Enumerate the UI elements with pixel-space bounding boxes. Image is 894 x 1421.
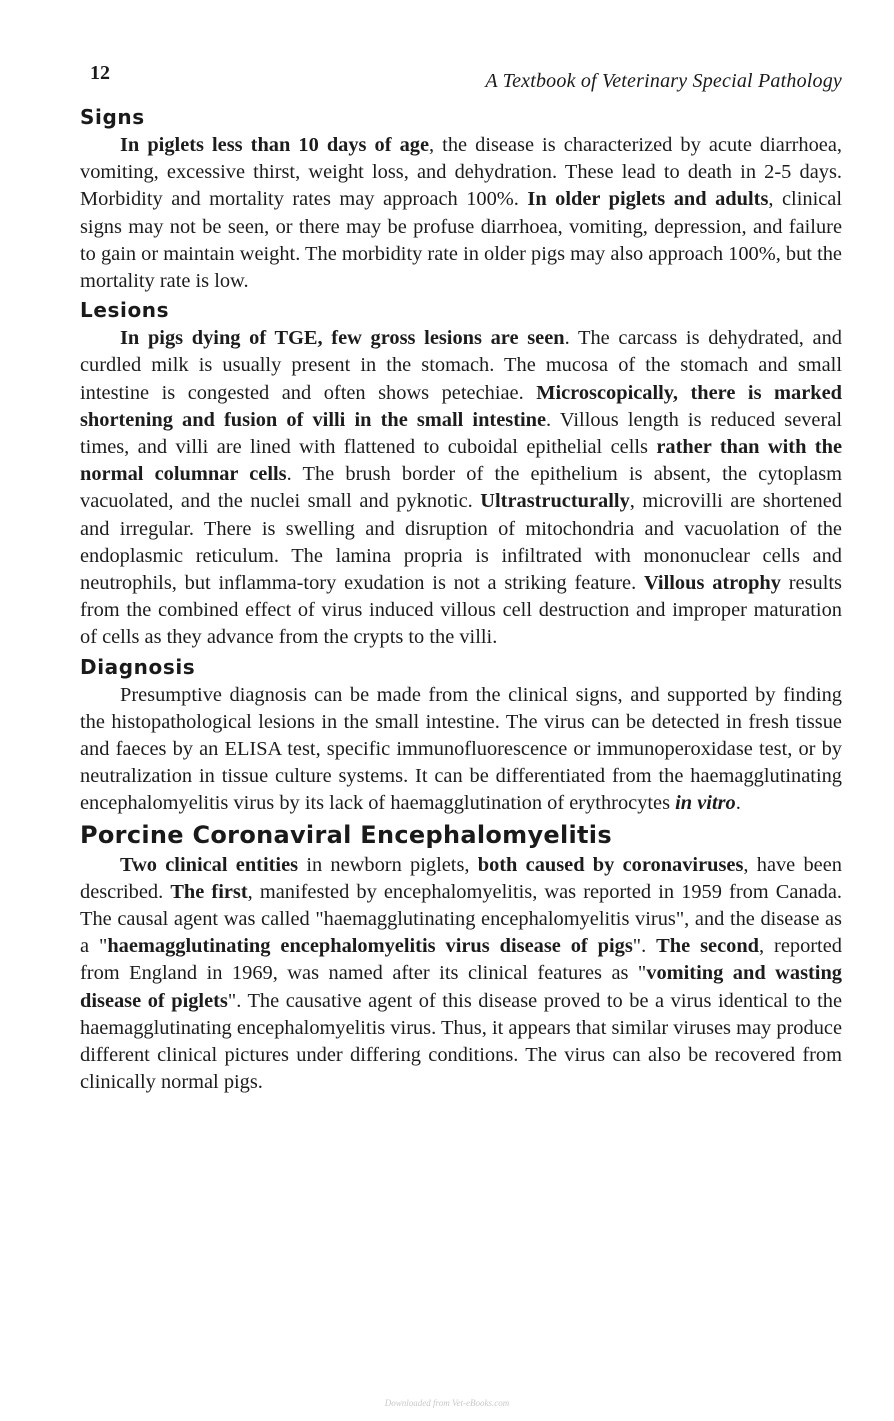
download-watermark: Downloaded from Vet-eBooks.com (384, 1398, 510, 1408)
porcine-bold-second: The second (656, 935, 759, 958)
lesions-bold-microscopic: Microscopically, there is marked shortening and fusion of villi in the small intestine (80, 381, 842, 431)
lesions-bold-ultrastructural: Ultrastructurally (480, 490, 630, 513)
page-header (90, 62, 842, 94)
lesions-heading: Lesions (80, 298, 170, 323)
porcine-bold-entities: Two clinical entities (120, 853, 299, 876)
porcine-text-2: , have been described. (80, 853, 842, 903)
porcine-paragraph (80, 852, 842, 1097)
porcine-text-3: , manifested by encephalomyelitis, was reported in 1959 from Canada. The causal agent was called "haemagglutinating encephalomyelitis virus", and the disease as a " (80, 880, 842, 958)
lesions-bold-villous-atrophy: Villous atrophy (643, 572, 781, 595)
porcine-text-5: , reported from England in 1969, was named after its clinical features as " (80, 935, 842, 985)
porcine-heading: Porcine Coronaviral Encephalomyelitis (80, 820, 612, 849)
porcine-bold-first: The first (170, 880, 248, 903)
diagnosis-heading: Diagnosis (80, 654, 196, 679)
page-number: 12 (90, 62, 110, 84)
page-content (80, 102, 842, 1097)
lesions-paragraph (80, 325, 842, 651)
lesions-text-1: . The carcass is dehydrated, and curdled milk is usually present in the stomach. The mucosa of the stomach and small intestine is congested and often shows petechiae. (80, 327, 842, 404)
signs-text-1: , the disease is characterized by acute diarrhoea, vomiting, excessive thirst, weight loss, and dehydration. These lead to death in 2-5 days. Morbidity and mortality rates may approach 100%. (80, 134, 842, 211)
porcine-bold-disease-name: haemagglutinating encephalomyelitis virus disease of pigs (107, 935, 633, 958)
signs-bold-older-piglets: In older piglets and adults (527, 188, 769, 211)
signs-text-2: , clinical signs may not be seen, or there may be profuse diarrhoea, vomiting, depression, and failure to gain or maintain weight. The morbidity rate in older pigs may also approach 100%, but the mortality rate is low. (80, 188, 842, 293)
lesions-bold-columnar: rather than with the normal columnar cells (80, 436, 842, 486)
porcine-text-4: ". (632, 935, 657, 958)
signs-bold-young-piglets: In piglets less than 10 days of age (120, 134, 430, 156)
porcine-text-1: in newborn piglets, (298, 853, 478, 876)
lesions-text-5: results from the combined effect of virus induced villous cell destruction and improper maturation of cells as they advance from the crypts to the villi. (80, 572, 842, 649)
porcine-bold-vomiting: vomiting and wasting disease of piglets (80, 962, 843, 1012)
diagnosis-text-1: Presumptive diagnosis can be made from the clinical signs, and supported by finding the histopathological lesions in the small intestine. The virus can be detected in fresh tissue and faeces by an ELISA test, specific immunofluorescence or immunoperoxidase test, or by neutralization in tissue culture systems. It can be differentiated from the haemagglutinating encephalomyelitis virus by its lack of haemagglutination of erythrocytes (80, 683, 842, 815)
diagnosis-in-vitro: in vitro (675, 792, 736, 815)
porcine-bold-coronaviruses: both caused by coronaviruses (477, 853, 744, 876)
lesions-text-4: , microvilli are shortened and irregular. There is swelling and disruption of mitochondria and vacuolation of the endoplasmic reticulum. The lamina propria is infiltrated with mononuclear cells and neutrophils, but inflamma-tory exudation is not a striking feature. (80, 490, 842, 595)
lesions-text-3: . The brush border of the epithelium is absent, the cytoplasm vacuolated, and the nuclei small and pyknotic. (80, 463, 842, 513)
signs-heading: Signs (80, 105, 145, 129)
porcine-text-6: ". The causative agent of this disease proved to be a virus identical to the haemagglutinating encephalomyelitis virus. Thus, it appears that similar viruses may produce different clinical pictures under differing conditions. The virus can also be recovered from clinically normal pigs. (80, 989, 842, 1094)
running-title: A Textbook of Veterinary Special Pathology (485, 70, 842, 92)
diagnosis-text-2: . (735, 792, 741, 815)
diagnosis-paragraph (80, 682, 842, 818)
lesions-text-2: . Villous length is reduced several times, and villi are lined with flattened to cuboidal epithelial cells (80, 408, 842, 459)
signs-paragraph (80, 132, 842, 295)
lesions-bold-gross: In pigs dying of TGE, few gross lesions are seen (120, 327, 565, 350)
